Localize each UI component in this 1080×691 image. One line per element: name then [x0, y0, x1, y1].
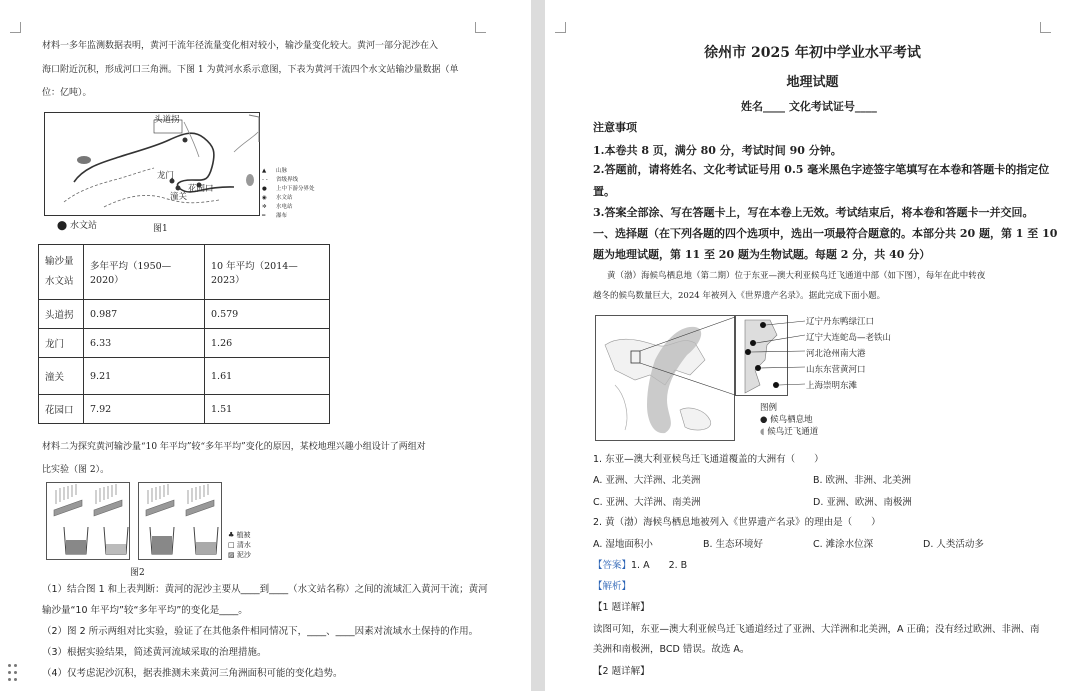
legend-province-boundary: 省级界线 — [276, 177, 299, 183]
answer-value: 1. A 2. B — [631, 560, 688, 571]
material-two-line: 比实验（图 2）。 — [42, 465, 110, 475]
table-cell: 花园口 — [39, 395, 84, 424]
option: B. 生态环境好 — [703, 539, 764, 550]
question-line: （1）结合图 1 和上表判断：黄河的泥沙主要从____到____（水文站名称）之间的流域汇入黄河干流；黄河 — [42, 584, 488, 595]
answer-line — [593, 554, 687, 577]
option: A. 湿地面积小 — [593, 539, 653, 550]
table-row — [39, 329, 330, 358]
question-line: 输沙量“10 年平均”较“多年平均”的变化是____。 — [42, 605, 248, 616]
option: B. 欧洲、非洲、北美洲 — [813, 475, 912, 486]
exam-subtitle: 地理试题 — [786, 75, 839, 90]
table-cell: 9.21 — [84, 358, 205, 395]
sediment-icon: ▨ — [228, 551, 235, 559]
legend-flyway: 候鸟迁飞通道 — [767, 427, 819, 437]
page-gutter — [531, 0, 545, 691]
legend-reach-divide: 上中下游分界处 — [276, 186, 315, 192]
question-line: （3）根据实验结果，简述黄河流域采取的治理措施。 — [42, 647, 267, 658]
legend-title: 图例 — [760, 403, 778, 413]
question-line: （2）图 2 所示两组对比实验，验证了在其他条件相同情况下，____、____因素对流域水土保持的作用。 — [42, 626, 479, 637]
detail-1-label: 【1 题详解】 — [593, 602, 650, 613]
table-cell: 1.61 — [205, 358, 330, 395]
site-label: 上海崇明东滩 — [806, 381, 858, 391]
table-cell: 头道拐 — [39, 300, 84, 329]
notice-item: 1.本卷共 8 页，满分 80 分，考试时间 90 分钟。 — [593, 144, 842, 157]
detail-1-text: 读图可知，东亚—澳大利亚候鸟迁飞通道经过了亚洲、大洋洲和北美洲，A 正确；没有经过欧洲、非洲、南 — [593, 624, 1040, 635]
table-cell: 潼关 — [39, 358, 84, 395]
material-one-line: 材料一多年监测数据表明，黄河干流年径流量变化相对较小，输沙量变化较大。黄河一部分泥沙在入 — [42, 41, 439, 51]
option: D. 人类活动多 — [923, 539, 984, 550]
station-legend: ⬤ 水文站 — [57, 221, 97, 231]
question-1: 1. 东亚—澳大利亚候鸟迁飞通道覆盖的大洲有（ ） — [593, 454, 824, 465]
page-corner-mark — [10, 22, 21, 33]
page-corner-mark — [555, 22, 566, 33]
table-cell: 0.987 — [84, 300, 205, 329]
page-corner-mark — [1040, 22, 1051, 33]
material-line: 黄（渤）海候鸟栖息地（第二期）位于东亚—澳大利亚候鸟迁飞通道中部（如下图），每年在此中转夜 — [607, 271, 986, 281]
notice-item: 置。 — [593, 185, 615, 198]
detail-1-text: 美洲和南极洲，BCD 错误。故选 A。 — [593, 644, 750, 655]
exam-title: 徐州市 2025 年初中学业水平考试 — [704, 45, 921, 61]
table-cell: 0.579 — [205, 300, 330, 329]
material-one-line: 位：亿吨）。 — [42, 88, 92, 98]
table-corner-bottom: 水文站 — [45, 276, 74, 287]
table-corner-top: 输沙量 — [45, 256, 74, 267]
option: A. 亚洲、大洋洲、北美洲 — [593, 475, 701, 486]
habitat-dot-icon: ● — [760, 415, 768, 425]
table-header: 多年平均（1950—2020） — [84, 245, 205, 300]
material-two-line: 材料二为探究黄河输沙量“10 年平均”较“多年平均”变化的原因，某校地理兴趣小组设计了两组对 — [42, 442, 426, 452]
notice-item: 2.答题前，请将姓名、文化考试证号用 0.5 毫米黑色字迹签字笔填写在本卷和答题卡的指定位 — [593, 163, 1050, 176]
option: C. 亚洲、大洋洲、南美洲 — [593, 497, 701, 508]
site-label: 河北沧州南大港 — [806, 349, 866, 359]
site-label: 山东东营黄河口 — [806, 365, 866, 375]
document-page-left — [0, 0, 531, 691]
site-label: 辽宁大连蛇岛—老铁山 — [806, 333, 892, 343]
legend-hydro-station: 水文站 — [276, 195, 293, 201]
table-cell: 1.26 — [205, 329, 330, 358]
map-label-longmen: 龙门 — [157, 171, 175, 181]
section-heading: 题为地理试题，第 11 至 20 题为生物试题。每题 2 分，共 40 分） — [593, 248, 931, 261]
map1-legend: ▲ 山脉 - - 省级界线 ● 上中下游分界处 ◉ 水文站 ✲ 水电站 ━ 瀑布 — [262, 168, 315, 219]
notice-item: 3.答案全部涂、写在答题卡上，写在本卷上无效。考试结束后，将本卷和答题卡一并交回。 — [593, 206, 1034, 219]
material-one-line: 海口附近沉积，形成河口三角洲。下图 1 为黄河水系示意图，下表为黄河干流四个水文站输沙量数据（单 — [42, 65, 459, 75]
figure2-legend — [228, 530, 251, 560]
legend-mountain: 山脉 — [276, 168, 288, 174]
figure1-caption: 图1 — [153, 224, 168, 234]
drag-handle-icon[interactable] — [8, 664, 18, 682]
table-row — [39, 300, 330, 329]
table-corner-cell — [39, 245, 84, 300]
legend-vegetation: 植被 — [236, 531, 251, 539]
table-row — [39, 395, 330, 424]
legend-habitat: 候鸟栖息地 — [770, 415, 813, 425]
option: C. 滩涂水位深 — [813, 539, 874, 550]
vegetation-icon: ♣ — [228, 531, 235, 539]
notice-heading: 注意事项 — [593, 121, 637, 134]
legend-waterfall: 瀑布 — [276, 213, 288, 219]
legend-sediment: 泥沙 — [236, 551, 251, 559]
table-cell: 6.33 — [84, 329, 205, 358]
figure2-caption: 图2 — [130, 568, 145, 578]
map-label-tongguan: 潼关 — [170, 192, 188, 202]
answer-label: 【答案】 — [593, 560, 632, 571]
analysis-label: 【解析】 — [593, 581, 632, 592]
sediment-table — [38, 244, 330, 424]
detail-2-label: 【2 题详解】 — [593, 666, 650, 677]
name-id-line: 姓名____ 文化考试证号____ — [741, 100, 877, 113]
water-icon: □ — [228, 541, 235, 549]
question-line: （4）仅考虑泥沙沉积，据表推测未来黄河三角洲面积可能的变化趋势。 — [42, 668, 343, 679]
experiment-figure — [46, 482, 226, 562]
table-cell: 7.92 — [84, 395, 205, 424]
table-header: 10 年平均（2014—2023） — [205, 245, 330, 300]
flyway-icon: ◖ — [760, 427, 765, 437]
map-label-huayuankou: 花园口 — [188, 184, 214, 194]
section-heading: 一、选择题（在下列各题的四个选项中，选出一项最符合题意的。本部分共 20 题，第 1 至 10 — [593, 227, 1058, 240]
flyway-legend — [760, 402, 818, 438]
table-cell: 龙门 — [39, 329, 84, 358]
material-line: 越冬的候鸟数量巨大，2024 年被列入《世界遗产名录》。据此完成下面小题。 — [593, 291, 886, 301]
question-2: 2. 黄（渤）海候鸟栖息地被列入《世界遗产名录》的理由是（ ） — [593, 517, 881, 528]
document-page-right — [545, 0, 1080, 691]
legend-water: 清水 — [236, 541, 251, 549]
legend-power-station: 水电站 — [276, 204, 293, 210]
habitat-site-labels — [806, 314, 891, 394]
map-label-toudaoguai: 头道拐 — [154, 115, 180, 125]
table-cell: 1.51 — [205, 395, 330, 424]
option: D. 亚洲、欧洲、南极洲 — [813, 497, 912, 508]
table-row — [39, 358, 330, 395]
location-pin-icon: ⬤ — [57, 221, 68, 231]
page-corner-mark — [475, 22, 486, 33]
site-label: 辽宁丹东鸭绿江口 — [806, 317, 875, 327]
